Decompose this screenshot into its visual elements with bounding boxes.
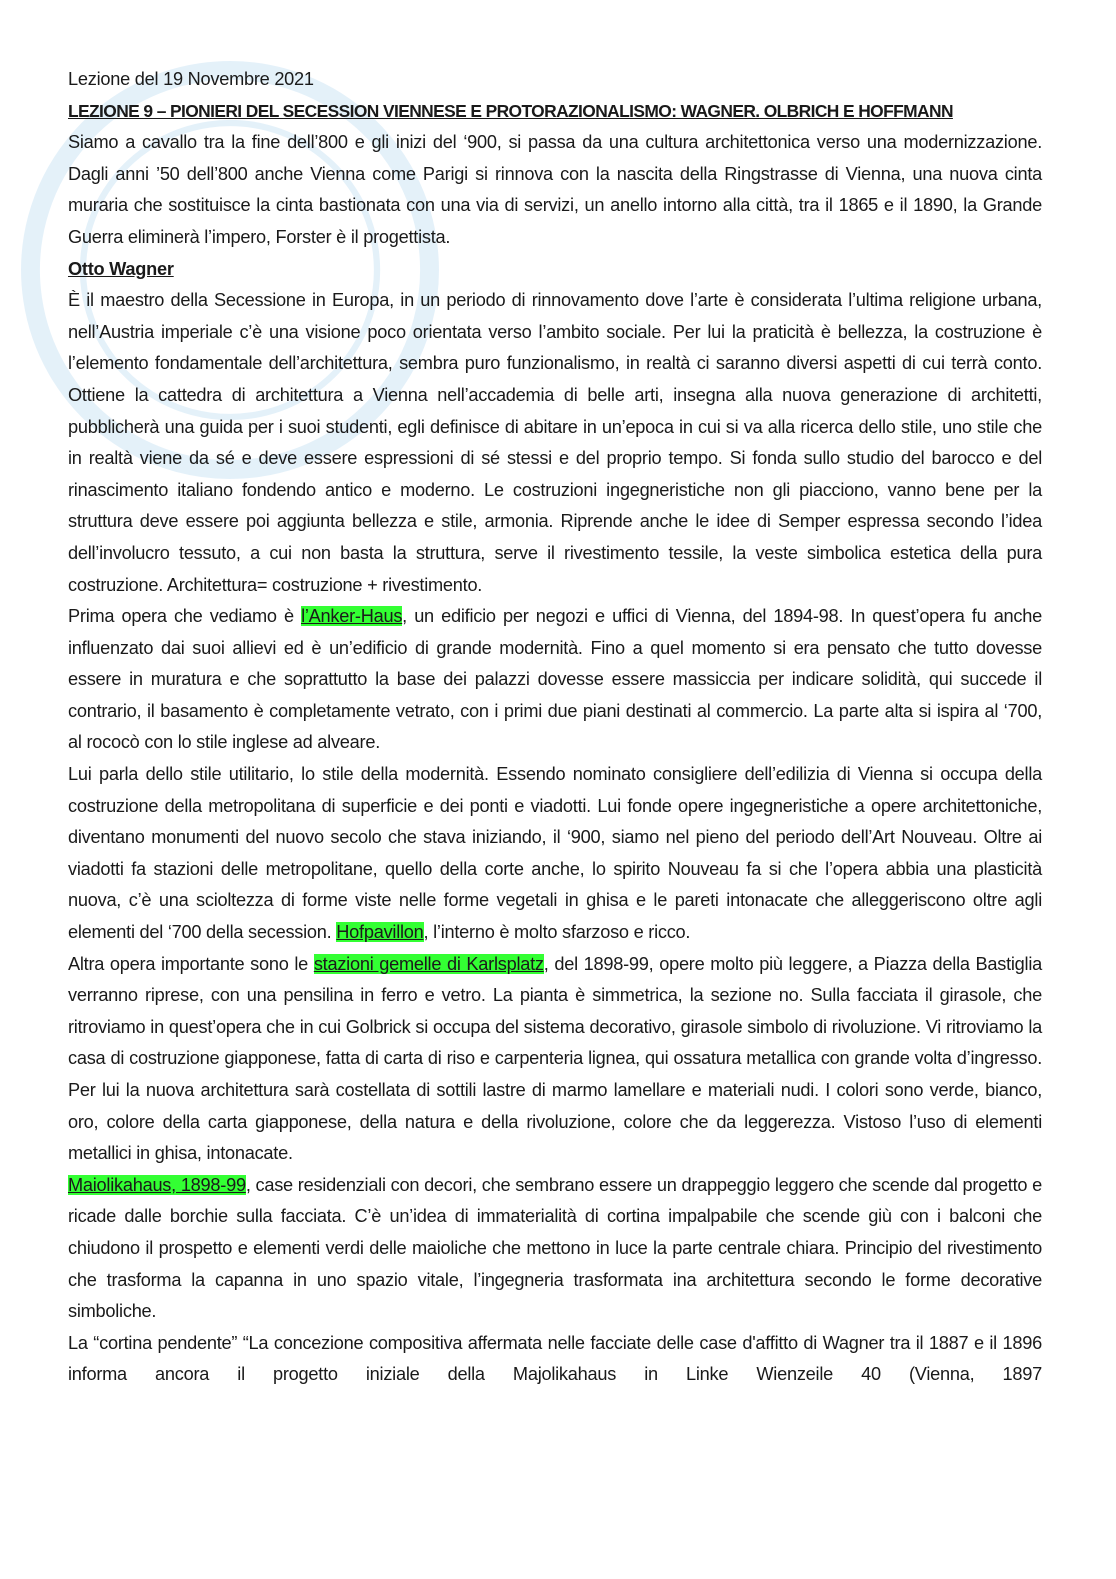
- maiolikahaus-paragraph: [68, 1170, 1042, 1328]
- paragraph-text: , del 1898-99, opere molto più leggere, a Piazza della Bastiglia verranno riprese, con una pensilina in ferro e vetro. La pianta è simmetrica, la sezione no. Sulla facciata il girasole, che ritroviamo in quest’opera che in cui Golbrick si occupa del sistema decorativo, girasole simbolo di rivoluzione. Vi ritroviamo la casa di costruzione giapponese, fatta di carta di riso e carpenteria lignea, qui ossatura metallica con grande volta d’ingresso. Per lui la nuova architettura sarà costellata di sottili lastre di marmo lamellare e materiali nudi. I colori sono verde, bianco, oro, colore della carta giapponese, della natura e della rivoluzione, colore che da leggerezza. Vistoso l’uso di elementi metallici in ghisa, intonacate.: [68, 953, 1042, 1164]
- lesson-date: Lezione del 19 Novembre 2021: [68, 69, 314, 89]
- highlight-anker-haus: l’Anker-Haus: [301, 606, 403, 627]
- paragraph-text: , case residenziali con decori, che sembrano essere un drappeggio leggero che scende dal progetto e ricade dalle borchie sulla facciata. C’è un’idea di immaterialità di cortina impalpabile che scende giù con i balconi che chiudono il prospetto e elementi verdi delle maioliche che mettono in luce la parte centrale chiara. Principio del rivestimento che trasforma la capanna in uno spazio vitale, l’ingegneria trasformata ina architettura secondo le forme decorative simboliche.: [68, 1174, 1042, 1322]
- paragraph-text: , un edificio per negozi e uffici di Vienna, del 1894-98. In quest’opera fu anche influenzato dai suoi allievi ed è un’edificio di grande modernità. Fino a quel momento si era pensato che tutto dovesse essere in muratura e che soprattutto la base dei palazzi dovesse essere massiccia per indicare solidità, qui succede il contrario, il basamento è completamente vetrato, con i primi due piani destinati al commercio. La parte alta si ispira al ‘700, al rococò con lo stile inglese ad alveare.: [68, 606, 1042, 753]
- paragraph-text: Lui parla dello stile utilitario, lo stile della modernità. Essendo nominato consigliere dell’edilizia di Vienna si occupa della costruzione della metropolitana di superficie e dei ponti e viadotti. Lui fonde opere ingegneristiche a opere architettoniche, diventano monumenti del nuovo secolo che stava iniziando, il ‘900, siamo nel pieno del periodo dell’Art Nouveau. Oltre ai viadotti fa stazioni delle metropolitane, quello della corte anche, lo spirito Nouveau fa si che l’opera abbia una plasticità nuova, c’è una scioltezza di forme viste nelle forme vegetali in ghisa e le pareti intonacate che alleggeriscono oltre agli elementi del ‘700 della secession.: [68, 764, 1042, 943]
- paragraph-text: , l’interno è molto sfarzoso e ricco.: [423, 922, 691, 943]
- lesson-title: LEZIONE 9 – PIONIERI DEL SECESSION VIENNESE E PROTORAZIONALISMO: WAGNER. OLBRICH E HOFFMANN: [68, 100, 953, 121]
- anker-haus-paragraph: [68, 601, 1042, 759]
- section-heading-otto-wagner: Otto Wagner: [68, 258, 174, 279]
- intro-paragraph: Siamo a cavallo tra la fine dell’800 e gli inizi del ‘900, si passa da una cultura architettonica verso una modernizzazione. Dagli anni ’50 dell’800 anche Vienna come Parigi si rinnova con la nascita della Ringstrasse di Vienna, una nuova cinta muraria che sostituisce la cinta bastionata con una via di servizi, un anello intorno alla città, tra il 1865 e il 1890, la Grande Guerra eliminerà l’impero, Forster è il progettista.: [68, 132, 1042, 247]
- stile-utilitario-paragraph: [68, 759, 1042, 949]
- highlight-maiolikahaus: Maiolikahaus, 1898-99: [68, 1174, 246, 1195]
- highlight-hofpavillon: Hofpavillon: [336, 922, 424, 943]
- wagner-paragraph: È il maestro della Secessione in Europa, in un periodo di rinnovamento dove l’arte è considerata l’ultima religione urbana, nell’Austria imperiale c’è una visione poco orientata verso l’ambito sociale. Per lui la praticità è bellezza, la costruzione è l’elemento fondamentale dell’architettura, sembra puro funzionalismo, in realtà ci saranno diversi aspetti di cui terrà conto. Ottiene la cattedra di architettura a Vienna nell’accademia di belle arti, insegna alla nuova generazione di architetti, pubblicherà una guida per i suoi studenti, egli definisce di abitare in un’epoca in cui si va alla ricerca dello stile, uno stile che in realtà viene da sé e deve essere espressioni di sé stessi e del proprio tempo. Si fonda sullo studio del barocco e del rinascimento italiano fondendo antico e moderno. Le costruzioni ingegneristiche non gli piacciono, vanno bene per la struttura deve essere poi aggiunta bellezza e stile, armonia. Riprende anche le idee di Semper espressa secondo l’idea dell’involucro tessuto, a cui non basta la struttura, serve il rivestimento tessile, la veste simbolica estetica della pura costruzione. Architettura= costruzione + rivestimento.: [68, 290, 1042, 595]
- karlsplatz-paragraph: [68, 949, 1042, 1170]
- highlight-karlsplatz: stazioni gemelle di Karlsplatz: [313, 953, 544, 974]
- paragraph-text: Altra opera importante sono le: [68, 953, 314, 974]
- cortina-pendente-paragraph: La “cortina pendente” “La concezione compositiva affermata nelle facciate delle case d'affitto di Wagner tra il 1887 e il 1896 informa ancora il progetto iniziale della Majolikahaus in Linke Wienzeile 40 (Vienna, 1897: [68, 1332, 1042, 1385]
- paragraph-text: Prima opera che vediamo è: [68, 606, 302, 627]
- document-page: [68, 64, 1042, 1391]
